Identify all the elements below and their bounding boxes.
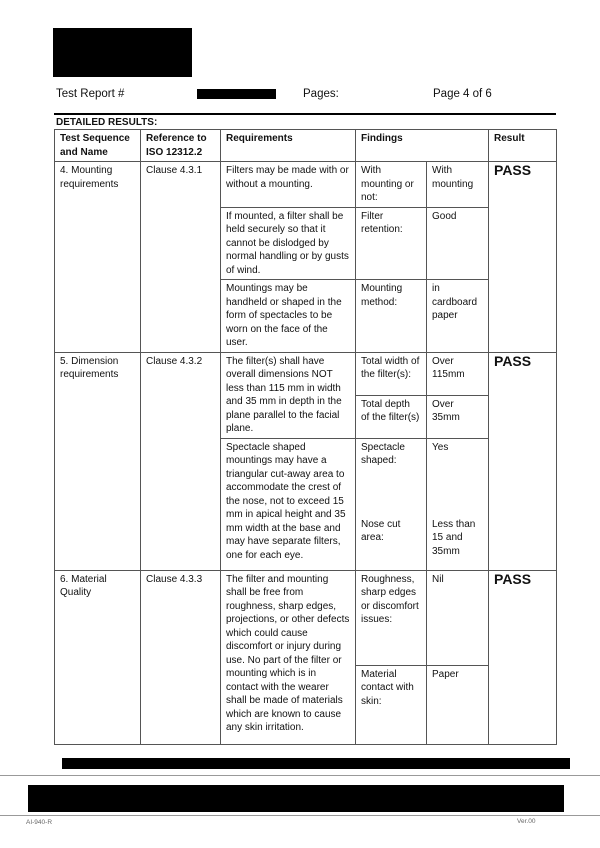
col-header-findings: Findings xyxy=(356,130,489,162)
finding-label: Filter retention: xyxy=(356,207,427,280)
col-header-requirements: Requirements xyxy=(221,130,356,162)
finding-value: Over 115mm xyxy=(427,352,489,395)
pages-label: Pages: xyxy=(303,88,339,100)
sequence-cell: 4. Mounting requirements xyxy=(55,162,141,353)
reference-cell: Clause 4.3.3 xyxy=(141,570,221,744)
section-title: DETAILED RESULTS: xyxy=(56,117,158,128)
finding-value: Over 35mm xyxy=(427,395,489,438)
footer-divider-bottom xyxy=(0,815,600,816)
finding-value: With mounting xyxy=(427,162,489,208)
finding-label: Material contact with skin: xyxy=(356,665,427,744)
requirement-cell: The filter and mounting shall be free from roughness, sharp edges, projections, or other defects which could cause discomfort or injury during use. No part of the filter or mounting which is in contact with the wearer shall be made of materials which are known to cause any skin irritation. xyxy=(221,570,356,744)
finding-value: Good xyxy=(427,207,489,280)
finding-label: Roughness, sharp edges or discomfort issues: xyxy=(356,570,427,665)
redacted-logo xyxy=(53,28,192,77)
finding-label: Spectacle shaped: xyxy=(356,438,427,516)
result-badge: PASS xyxy=(489,162,557,353)
finding-value: in cardboard paper xyxy=(427,280,489,353)
reference-cell: Clause 4.3.2 xyxy=(141,352,221,570)
finding-label: Nose cut area: xyxy=(356,516,427,571)
finding-value: Nil xyxy=(427,570,489,665)
header-divider xyxy=(54,113,556,115)
redacted-footer-block xyxy=(28,785,564,812)
results-table xyxy=(54,129,557,745)
finding-label: Total width of the filter(s): xyxy=(356,352,427,395)
table-header-row xyxy=(55,130,557,162)
form-code: AI-940-R xyxy=(26,819,53,826)
finding-label: With mounting or not: xyxy=(356,162,427,208)
sequence-cell: 6. Material Quality xyxy=(55,570,141,744)
requirement-cell: The filter(s) shall have overall dimensions NOT less than 115 mm in width and 35 mm in depth in the plane parallel to the facial plane. xyxy=(221,352,356,438)
col-header-reference: Reference to ISO 12312.2 xyxy=(141,130,221,162)
finding-value: Less than 15 and 35mm xyxy=(427,516,489,571)
result-badge: PASS xyxy=(489,570,557,744)
finding-value: Paper xyxy=(427,665,489,744)
finding-value: Yes xyxy=(427,438,489,516)
version-label: Ver.00 xyxy=(517,818,536,825)
table-row xyxy=(55,570,557,665)
page-indicator: Page 4 of 6 xyxy=(433,88,492,100)
requirement-cell: If mounted, a filter shall be held securely so that it cannot be dislodged by normal handling or by gusts of wind. xyxy=(221,207,356,280)
table-row xyxy=(55,162,557,208)
col-header-result: Result xyxy=(489,130,557,162)
redacted-report-number xyxy=(197,89,276,99)
footer-divider xyxy=(0,775,600,776)
requirement-cell: Filters may be made with or without a mounting. xyxy=(221,162,356,208)
table-row xyxy=(55,352,557,395)
requirement-cell: Spectacle shaped mountings may have a triangular cut-away area to accommodate the crest of the nose, not to exceed 15 mm in apical height and 35 mm width at the base and may have separate filters, one for each eye. xyxy=(221,438,356,570)
sequence-cell: 5. Dimension requirements xyxy=(55,352,141,570)
requirement-cell: Mountings may be handheld or shaped in the form of spectacles to be worn on the face of the user. xyxy=(221,280,356,353)
finding-label: Total depth of the filter(s) xyxy=(356,395,427,438)
report-number-label: Test Report # xyxy=(56,88,125,100)
finding-label: Mounting method: xyxy=(356,280,427,353)
result-badge: PASS xyxy=(489,352,557,570)
col-header-sequence: Test Sequence and Name xyxy=(55,130,141,162)
redacted-footer-text xyxy=(62,758,570,769)
reference-cell: Clause 4.3.1 xyxy=(141,162,221,353)
